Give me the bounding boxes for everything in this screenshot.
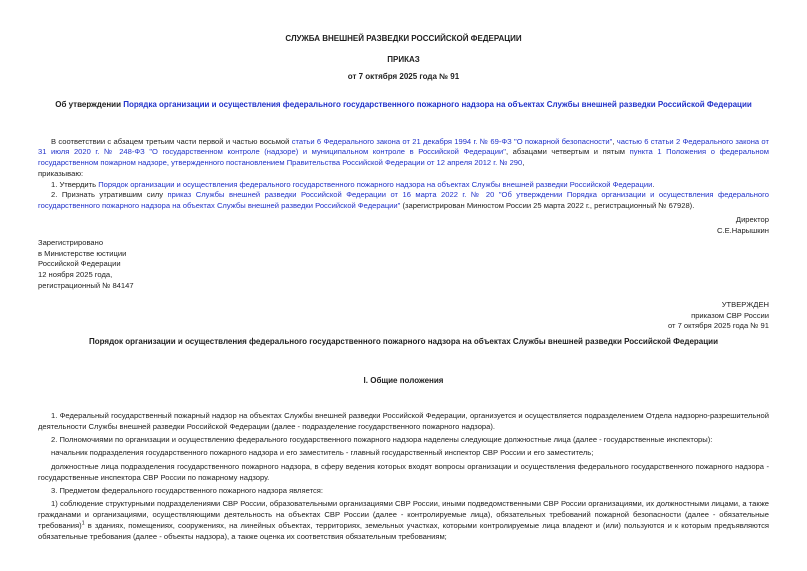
- law-link-248fz[interactable]: частью 6 статьи 2 Федерального закона от 31 июля 2020 г. № 248-ФЗ "О государственном контроле (надзоре) и муниципальном контроле в Российской Федерации": [38, 136, 769, 157]
- law-link-69fz[interactable]: статьи 6 Федерального закона от 21 декабря 1994 г. № 69-ФЗ "О пожарной безопасности": [291, 136, 613, 146]
- registration-line: регистрационный № 84147: [38, 281, 134, 291]
- org-name: СЛУЖБА ВНЕШНЕЙ РАЗВЕДКИ РОССИЙСКОЙ ФЕДЕРАЦИИ: [285, 34, 522, 43]
- footnote-marker: 1: [81, 520, 85, 527]
- body-paragraph-2: 2. Полномочиями по организации и осуществлению федерального государственного пожарного надзора наделены следующие должностные лица (далее - государственные инспекторы):: [51, 434, 713, 444]
- doc-title-prefix: Об утверждении: [55, 100, 124, 109]
- order-item-1-tail: .: [652, 179, 655, 189]
- order-item-2: [38, 190, 769, 212]
- registration-line: 12 ноября 2025 года,: [38, 270, 113, 280]
- registration-line: Зарегистрировано: [38, 237, 104, 247]
- body-paragraph-5: 3. Предметом федерального государственного пожарного надзора является:: [51, 485, 323, 495]
- regulation-link-290[interactable]: пункта 1 Положения о федеральном государственном пожарном надзоре, утвержденного постановлением Правительства Российской Федерации от 12 апреля 2012 г. № 290: [38, 147, 769, 168]
- section-heading: I. Общие положения: [363, 375, 444, 385]
- approval-line: приказом СВР России: [691, 310, 769, 320]
- order-item-2-link[interactable]: приказ Службы внешней разведки Российской Федерации от 16 марта 2022 г. № 20 "Об утверждении Порядка организации и осуществления федерального государственного пожарного надзора на объектах Службы внешней разведки Российской Федерации": [38, 190, 769, 211]
- doc-title: [38, 99, 769, 111]
- preamble-text-1: В соответствии с абзацем третьим части первой и частью восьмой: [51, 136, 292, 146]
- doc-date: от 7 октября 2025 года № 91: [347, 72, 460, 81]
- signature-block: [38, 215, 769, 237]
- body-paragraph-4: должностные лица подразделения государственного пожарного надзора, в сферу ведения которых входят вопросы организации и осуществления федерального государственного пожарного надзора - государственные инспектора СВР России по пожарному надзору.: [38, 461, 769, 482]
- preamble-text-2: ,: [612, 136, 617, 146]
- body-paragraph-3: начальник подразделения государственного пожарного надзора и его заместитель - главный государственный инспектор СВР России и его заместитель;: [51, 448, 594, 458]
- body-paragraph-6-text-2: в зданиях, помещениях, сооружениях, на линейных объектах, территориях, земельных участках, которыми контролируемые лица владеют и (или) пользуются и к которым предъявляются обязательные требования (далее - объекты надзора), а также оценка их соответствия обязательным требованиям;: [38, 520, 769, 541]
- approval-block: [38, 300, 769, 332]
- order-item-2-tail: (зарегистрирован Минюстом России 25 марта 2022 г., регистрационный № 67928).: [400, 201, 695, 211]
- approval-line: УТВЕРЖДЕН: [721, 300, 769, 310]
- preamble-text-4: ,: [522, 158, 525, 168]
- body-paragraph-6: [38, 499, 769, 542]
- registration-block: [38, 238, 769, 293]
- preamble-paragraph: [38, 137, 769, 169]
- signer-name: С.Е.Нарышкин: [716, 225, 769, 235]
- doc-title-link[interactable]: Порядка организации и осуществления федерального государственного пожарного надзора на объектах Службы внешней разведки Российской Федерации: [123, 100, 752, 109]
- approval-line: от 7 октября 2025 года № 91: [667, 321, 769, 331]
- registration-line: в Министерстве юстиции: [38, 248, 127, 258]
- doc-type: ПРИКАЗ: [387, 55, 420, 64]
- order-item-1: [38, 180, 769, 191]
- annex-title: Порядок организации и осуществления федерального государственного пожарного надзора на объектах Службы внешней разведки Российской Федерации: [88, 336, 718, 346]
- body-paragraph-6-text-1: 1) соблюдение структурными подразделениями СВР России, образовательными организациями СВР России, иными подведомственными СВР России организациями, их должностными лицами, а также гражданами и организациями, осуществляющими деятельность на объектах СВР России (далее - контролируемые лица), обязательных требований пожарной безопасности (далее - обязательные требования): [38, 499, 769, 530]
- order-item-1-link[interactable]: Порядок организации и осуществления федерального государственного пожарного надзора на объектах Службы внешней разведки Российской Федерации: [98, 179, 653, 189]
- preamble-text-3: , абзацами четвертым и пятым: [505, 147, 630, 157]
- body-paragraph-1: 1. Федеральный государственный пожарный надзор на объектах Службы внешней разведки Российской Федерации, организуется и осуществляется подразделением Отдела надзорно-разрешительной деятельности Службы внешней разведки Российской Федерации (далее - подразделение государственного пожарного надзора).: [38, 410, 769, 431]
- order-item-2-text: 2. Признать утратившим силу: [51, 190, 168, 200]
- order-item-1-text: 1. Утвердить: [51, 179, 99, 189]
- registration-line: Российской Федерации: [38, 259, 121, 269]
- prikaz-line: приказываю:: [38, 168, 84, 178]
- signer-position: Директор: [735, 215, 769, 225]
